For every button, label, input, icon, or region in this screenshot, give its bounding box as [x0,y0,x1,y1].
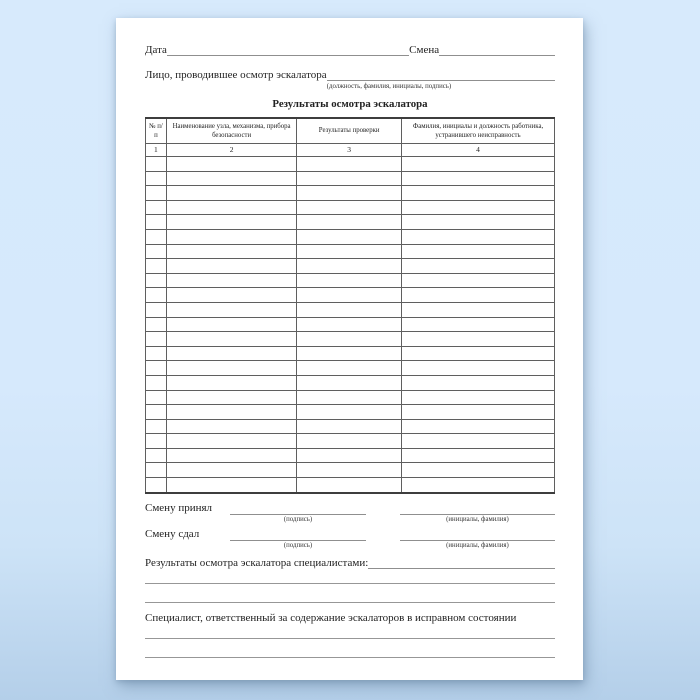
initials-hint: (инициалы, фамилия) [446,541,509,549]
table-empty-cell [146,186,167,201]
table-empty-row [146,346,555,361]
table-empty-cell [297,361,402,376]
table-empty-cell [146,434,167,449]
table-empty-cell [166,244,296,259]
column-number-2: 2 [166,144,296,157]
table-empty-cell [297,244,402,259]
shift-fill-line [439,44,555,56]
table-empty-cell [297,332,402,347]
specialists-row [145,557,555,570]
specialists-fill-line [368,557,555,569]
header-cell-person: Фамилия, инициалы и должность работника, устранившего неисправность [402,118,555,144]
table-empty-cell [297,405,402,420]
table-empty-cell [166,434,296,449]
table-empty-cell [297,229,402,244]
table-empty-cell [402,157,555,172]
inspection-table [145,117,555,494]
table-empty-cell [166,317,296,332]
table-empty-cell [297,448,402,463]
column-number-row [146,144,555,157]
table-empty-row [146,215,555,230]
table-empty-cell [402,215,555,230]
table-empty-cell [297,478,402,493]
table-empty-cell [402,419,555,434]
table-empty-row [146,419,555,434]
table-empty-cell [146,259,167,274]
table-empty-row [146,375,555,390]
table-empty-cell [402,317,555,332]
table-empty-cell [297,215,402,230]
table-empty-cell [402,478,555,493]
shift-accepted-row [145,502,555,524]
table-empty-cell [166,157,296,172]
form-page [116,18,583,680]
signature-hint: (подпись) [283,541,313,549]
table-empty-cell [297,288,402,303]
table-empty-cell [146,390,167,405]
table-empty-row [146,157,555,172]
table-empty-cell [297,171,402,186]
table-empty-cell [402,288,555,303]
inspector-row [145,69,555,82]
table-empty-cell [402,346,555,361]
responsible-label: Специалист, ответственный за содержание эскалаторов в исправном состоянии [145,611,517,624]
table-empty-cell [146,346,167,361]
table-empty-cell [402,405,555,420]
inspector-label: Лицо, проводившее осмотр эскалатора [145,69,327,81]
date-fill-line [167,44,409,56]
table-empty-cell [402,259,555,274]
table-empty-cell [166,478,296,493]
table-empty-row [146,259,555,274]
inspector-fill-line [327,69,555,81]
table-empty-cell [402,375,555,390]
section-title: Результаты осмотра эскалатора [272,98,428,110]
table-empty-row [146,302,555,317]
table-empty-cell [166,332,296,347]
table-empty-cell [297,302,402,317]
shift-accepted-label: Смену принял [145,501,213,514]
table-empty-cell [297,200,402,215]
table-empty-cell [146,229,167,244]
table-empty-cell [402,229,555,244]
table-empty-cell [166,288,296,303]
table-empty-cell [166,419,296,434]
table-empty-cell [297,273,402,288]
table-empty-cell [146,200,167,215]
table-empty-row [146,244,555,259]
table-empty-cell [146,332,167,347]
table-empty-cell [297,463,402,478]
table-empty-cell [166,259,296,274]
header-cell-name: Наименование узла, механизма, прибора безопасности [166,118,296,144]
table-empty-cell [402,171,555,186]
table-empty-cell [146,171,167,186]
table-empty-cell [402,361,555,376]
table-empty-cell [166,375,296,390]
table-empty-row [146,448,555,463]
table-empty-cell [297,434,402,449]
table-empty-row [146,361,555,376]
shift-handed-over-label: Смену сдал [145,527,200,540]
shift-handed-over-row [145,528,555,550]
table-empty-row [146,171,555,186]
table-empty-cell [402,434,555,449]
column-number-4: 4 [402,144,555,157]
table-empty-cell [146,273,167,288]
table-empty-cell [166,200,296,215]
table-empty-cell [166,273,296,288]
blank-write-line [145,602,555,603]
table-empty-cell [297,346,402,361]
table-empty-row [146,434,555,449]
table-empty-cell [166,229,296,244]
inspection-table-body [146,118,555,493]
table-empty-cell [297,419,402,434]
table-empty-cell [146,288,167,303]
table-empty-row [146,405,555,420]
table-empty-row [146,317,555,332]
inspector-hint: (должность, фамилия, инициалы, подпись) [326,83,452,90]
column-number-3: 3 [297,144,402,157]
table-empty-cell [166,361,296,376]
table-empty-cell [402,390,555,405]
column-number-1: 1 [146,144,167,157]
table-empty-row [146,390,555,405]
table-empty-cell [402,244,555,259]
table-empty-cell [146,405,167,420]
table-empty-cell [146,375,167,390]
blank-write-line [145,638,555,639]
table-empty-cell [297,157,402,172]
table-empty-row [146,229,555,244]
table-empty-cell [402,302,555,317]
date-label: Дата [145,44,167,56]
table-empty-cell [297,259,402,274]
table-empty-cell [402,448,555,463]
table-empty-cell [146,244,167,259]
table-empty-cell [297,390,402,405]
table-empty-row [146,273,555,288]
table-empty-cell [166,463,296,478]
table-empty-cell [166,448,296,463]
table-empty-cell [402,273,555,288]
table-empty-cell [166,405,296,420]
table-empty-cell [166,390,296,405]
shift-accepted-signature-line [230,502,366,515]
table-empty-row [146,200,555,215]
table-empty-cell [146,215,167,230]
shift-handed-over-initials-line [400,528,555,541]
table-empty-cell [166,215,296,230]
table-empty-row [146,332,555,347]
shift-handed-over-signature-line [230,528,366,541]
table-empty-cell [146,448,167,463]
table-empty-cell [146,463,167,478]
signature-hint: (подпись) [283,515,313,523]
initials-hint: (инициалы, фамилия) [446,515,509,523]
table-empty-row [146,288,555,303]
blank-write-line [145,657,555,658]
table-empty-row [146,463,555,478]
table-empty-cell [146,419,167,434]
table-empty-cell [297,186,402,201]
header-cell-number: № п/п [146,118,167,144]
table-empty-cell [402,463,555,478]
table-empty-cell [297,317,402,332]
shift-label: Смена [409,44,440,56]
table-empty-row [146,186,555,201]
table-empty-cell [146,317,167,332]
header-cell-result: Результаты проверки [297,118,402,144]
table-empty-cell [146,157,167,172]
table-empty-cell [146,361,167,376]
table-empty-cell [166,186,296,201]
table-empty-cell [297,375,402,390]
date-shift-row [145,44,555,57]
table-empty-cell [166,302,296,317]
table-empty-cell [166,171,296,186]
table-empty-cell [146,478,167,493]
table-empty-cell [146,302,167,317]
table-empty-cell [166,346,296,361]
blank-write-line [145,583,555,584]
table-empty-cell [402,186,555,201]
shift-accepted-initials-line [400,502,555,515]
table-header-row [146,118,555,144]
table-empty-cell [402,332,555,347]
specialists-label: Результаты осмотра эскалатора специалистами: [145,556,369,569]
table-empty-cell [402,200,555,215]
table-empty-row [146,478,555,493]
